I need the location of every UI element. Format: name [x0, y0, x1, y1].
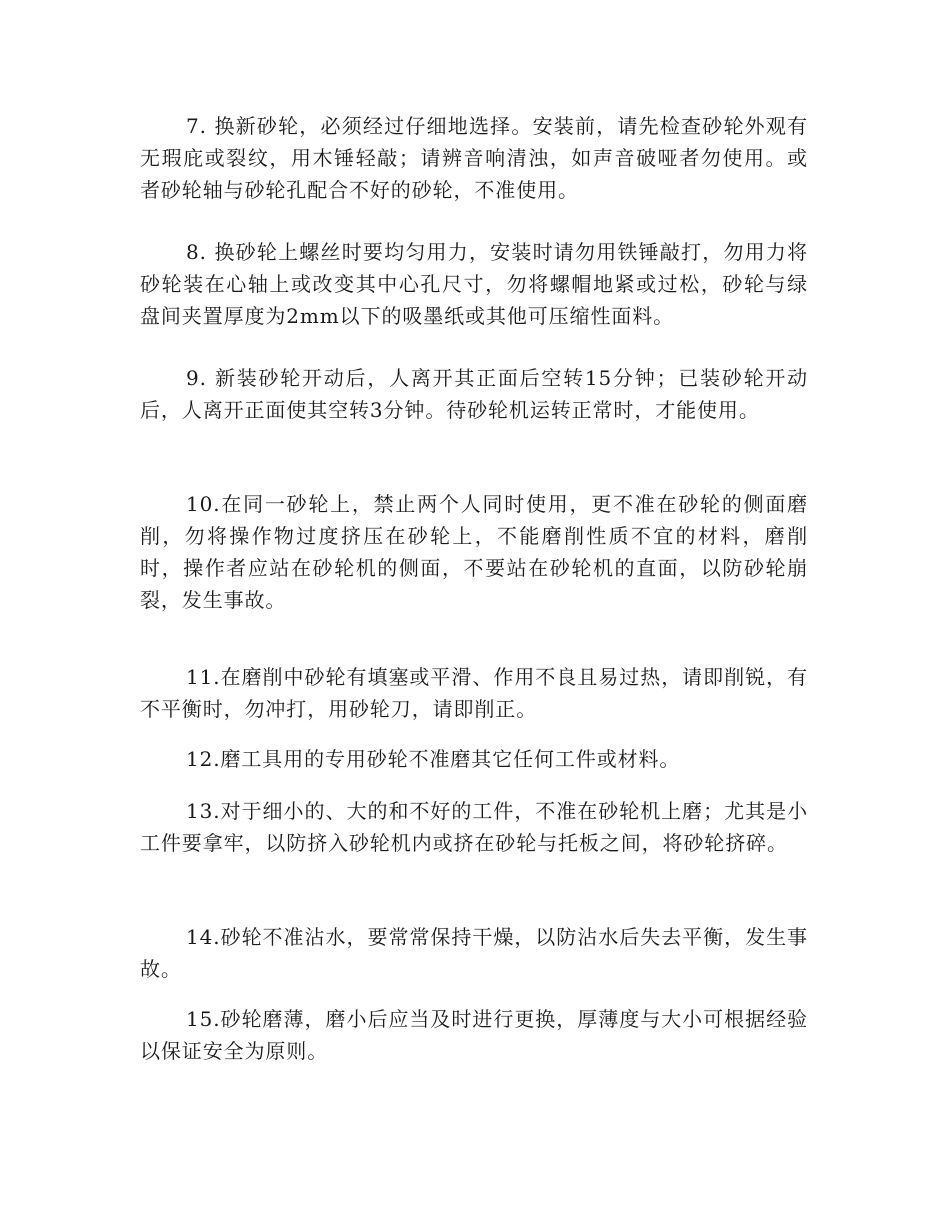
paragraph-item-13: 13.对于细小的、大的和不好的工件，不准在砂轮机上磨；尤其是小工件要拿牢，以防挤入砂轮机内或挤在砂轮与托板之间，将砂轮挤碎。 [140, 799, 808, 855]
paragraph-item-8: 8. 换砂轮上螺丝时要均匀用力，安装时请勿用铁锤敲打，勿用力将砂轮装在心轴上或改变其中心孔尺寸，勿将螺帽地紧或过松，砂轮与绿盘间夹置厚度为2mm以下的吸墨纸或其他可压缩性面料。 [140, 240, 808, 328]
paragraph-item-14: 14.砂轮不准沾水，要常常保持干燥，以防沾水后失去平衡，发生事故。 [140, 925, 808, 981]
paragraph-item-10: 10.在同一砂轮上，禁止两个人同时使用，更不准在砂轮的侧面磨削，勿将操作物过度挤压在砂轮上，不能磨削性质不宜的材料，磨削时，操作者应站在砂轮机的侧面，不要站在砂轮机的直面，以防砂轮崩裂，发生事故。 [140, 492, 808, 612]
paragraph-item-7: 7. 换新砂轮，必须经过仔细地选择。安装前，请先检查砂轮外观有无瑕庇或裂纹，用木锤轻敲；请辨音响清浊，如声音破哑者勿使用。或者砂轮轴与砂轮孔配合不好的砂轮，不准使用。 [140, 114, 808, 202]
paragraph-item-11: 11.在磨削中砂轮有填塞或平滑、作用不良且易过热，请即削锐，有不平衡时，勿冲打，用砂轮刀，请即削正。 [140, 665, 808, 721]
paragraph-item-15: 15.砂轮磨薄，磨小后应当及时进行更换，厚薄度与大小可根据经验以保证安全为原则。 [140, 1007, 808, 1063]
paragraph-item-9: 9. 新装砂轮开动后，人离开其正面后空转15分钟；已装砂轮开动后，人离开正面使其空转3分钟。待砂轮机运转正常时，才能使用。 [140, 366, 808, 422]
paragraph-item-12: 12.磨工具用的专用砂轮不准磨其它任何工件或材料。 [186, 747, 681, 771]
